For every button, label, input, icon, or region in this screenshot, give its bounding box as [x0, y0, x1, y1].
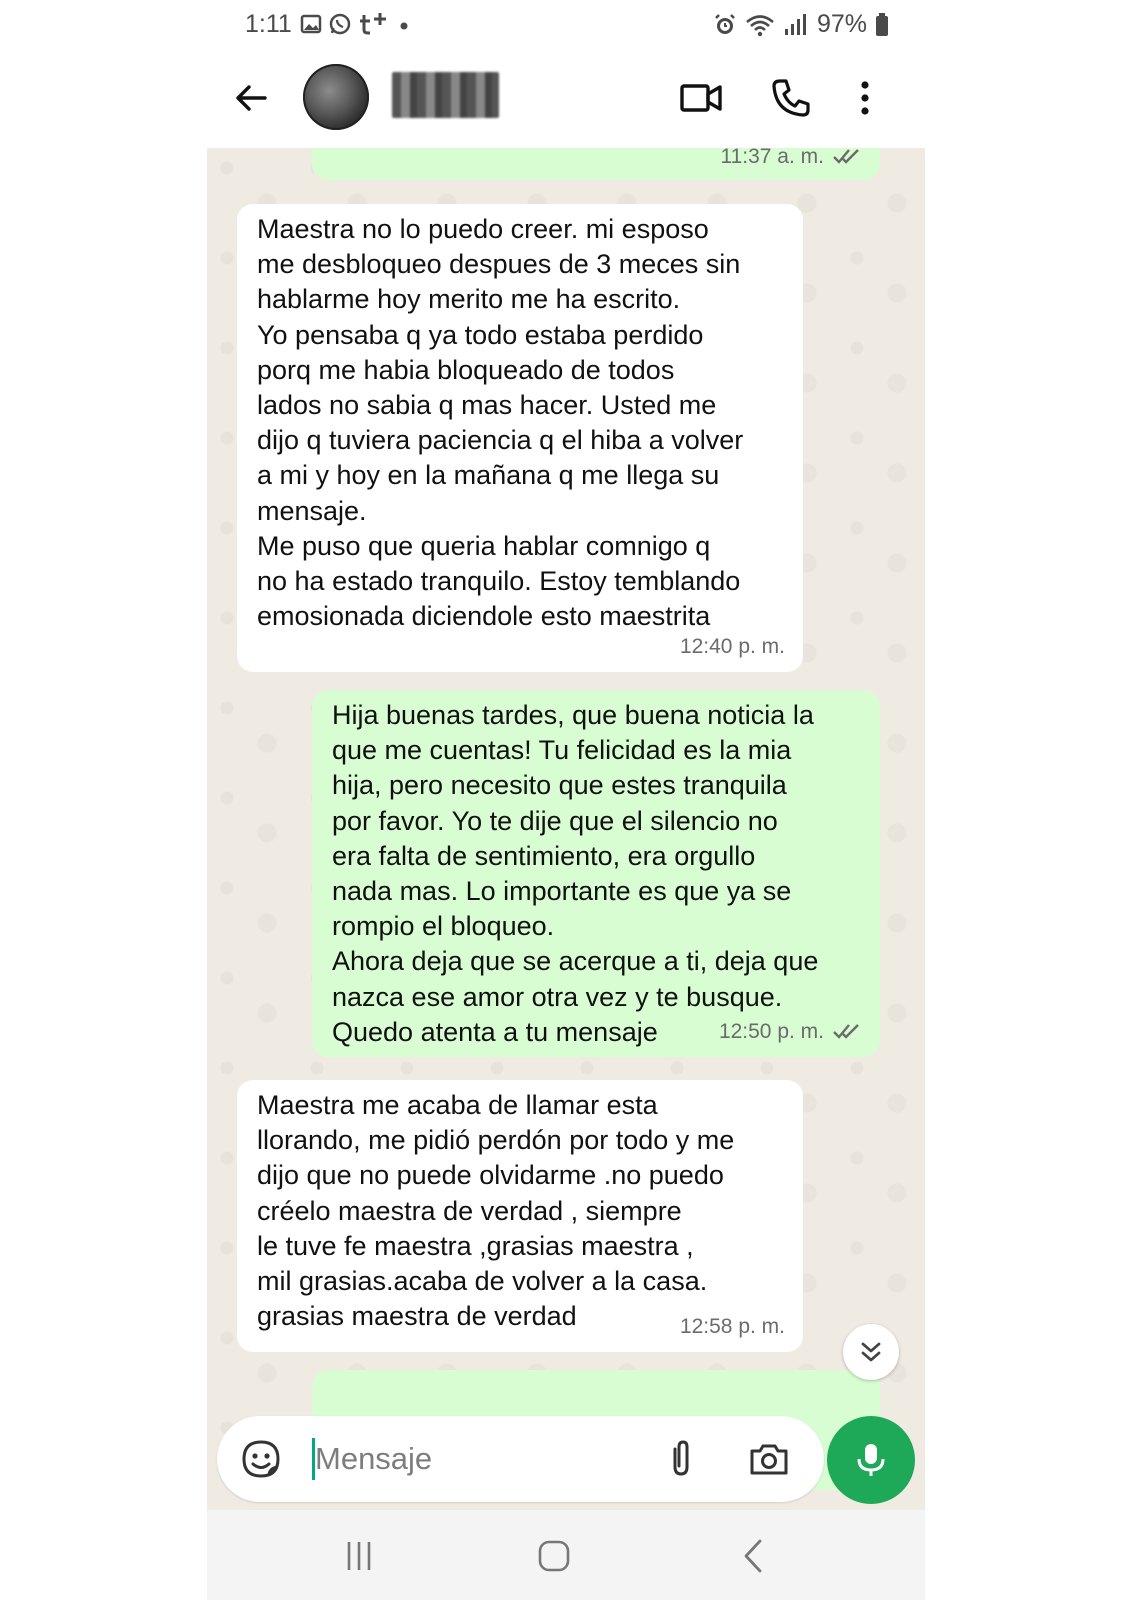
message-time: 12:40 p. m.	[679, 634, 785, 658]
message-text: Maestra me acaba de llamar esta llorando, me pidió perdón por todo y me dijo que no puede olvidarme .no puedo créelo maestra de verdad , siempre le tuve fe maestra ,grasias maestra , mil grasias.acaba de volver a la casa. grasias maestra de verdad	[257, 1090, 735, 1332]
phone-screen	[207, 0, 925, 1600]
gallery-icon	[300, 13, 322, 35]
t-mobile-plus-icon	[358, 11, 392, 37]
recent-apps-icon[interactable]	[339, 1536, 379, 1576]
voice-call-icon[interactable]	[767, 74, 815, 122]
message-bubble-incoming[interactable]	[237, 1080, 803, 1352]
chat-header	[207, 50, 925, 148]
system-status	[713, 10, 889, 39]
voice-message-button[interactable]	[827, 1416, 915, 1504]
message-input[interactable]	[315, 1434, 645, 1484]
more-options-icon[interactable]	[841, 74, 889, 122]
home-icon[interactable]	[534, 1536, 574, 1576]
back-arrow-icon[interactable]	[229, 76, 273, 120]
message-text: Hija buenas tardes, que buena noticia la que me cuentas! Tu felicidad es la mia hija, pero necesito que estes tranquila por favor. Yo te dije que el silencio no era falta de sentimiento, era orgullo nada mas. Lo importante es que ya se rompio el bloqueo. Ahora deja que se acerque a ti, deja que nazca ese amor otra vez y te busque. Quedo atenta a tu mensaje	[332, 700, 819, 1047]
double-chevron-down-icon	[856, 1337, 886, 1367]
whatsapp-icon	[328, 12, 352, 36]
chat-area[interactable]	[207, 148, 925, 1510]
message-time: 12:50 p. m.	[719, 1014, 862, 1049]
message-time: 12:58 p. m.	[679, 1314, 785, 1338]
wifi-icon	[745, 13, 775, 37]
microphone-icon	[851, 1440, 891, 1480]
battery-icon	[875, 13, 889, 37]
message-composer	[217, 1416, 824, 1502]
sticker-emoji-icon[interactable]	[239, 1437, 283, 1481]
back-nav-icon[interactable]	[734, 1536, 774, 1576]
system-navigation-bar	[207, 1510, 925, 1600]
battery-percent: 97%	[816, 10, 867, 38]
contact-name[interactable]	[392, 72, 499, 118]
attach-icon[interactable]	[659, 1437, 703, 1481]
video-call-icon[interactable]	[677, 74, 725, 122]
signal-icon	[783, 13, 809, 37]
camera-icon[interactable]	[747, 1437, 791, 1481]
message-text: Maestra no lo puedo creer. mi esposo me desbloqueo despues de 3 meces sin hablarme hoy merito me ha escrito. Yo pensaba q ya todo estaba perdido porq me habia bloqueado de todos lados no sabia q mas hacer. Usted me dijo q tuviera paciencia q el hiba a volver a mi y hoy en la mañana q me llega su mensaje. Me puso que queria hablar comnigo q no ha estado tranquilo. Estoy temblando emosionada diciendole esto maestrita	[257, 214, 744, 632]
status-time: 1:11	[245, 10, 292, 38]
dot-icon	[398, 18, 410, 30]
message-time: 11:37 a. m.	[720, 148, 862, 174]
message-bubble-outgoing[interactable]	[312, 690, 880, 1057]
read-ticks-icon	[832, 148, 862, 165]
contact-avatar[interactable]	[303, 64, 369, 130]
alarm-icon	[713, 13, 737, 37]
read-ticks-icon	[832, 1022, 862, 1040]
scroll-to-bottom-button[interactable]	[843, 1324, 899, 1380]
notification-icons	[300, 11, 410, 37]
message-bubble-incoming[interactable]	[237, 204, 803, 672]
status-bar	[207, 0, 925, 50]
message-bubble-outgoing[interactable]	[312, 148, 880, 180]
